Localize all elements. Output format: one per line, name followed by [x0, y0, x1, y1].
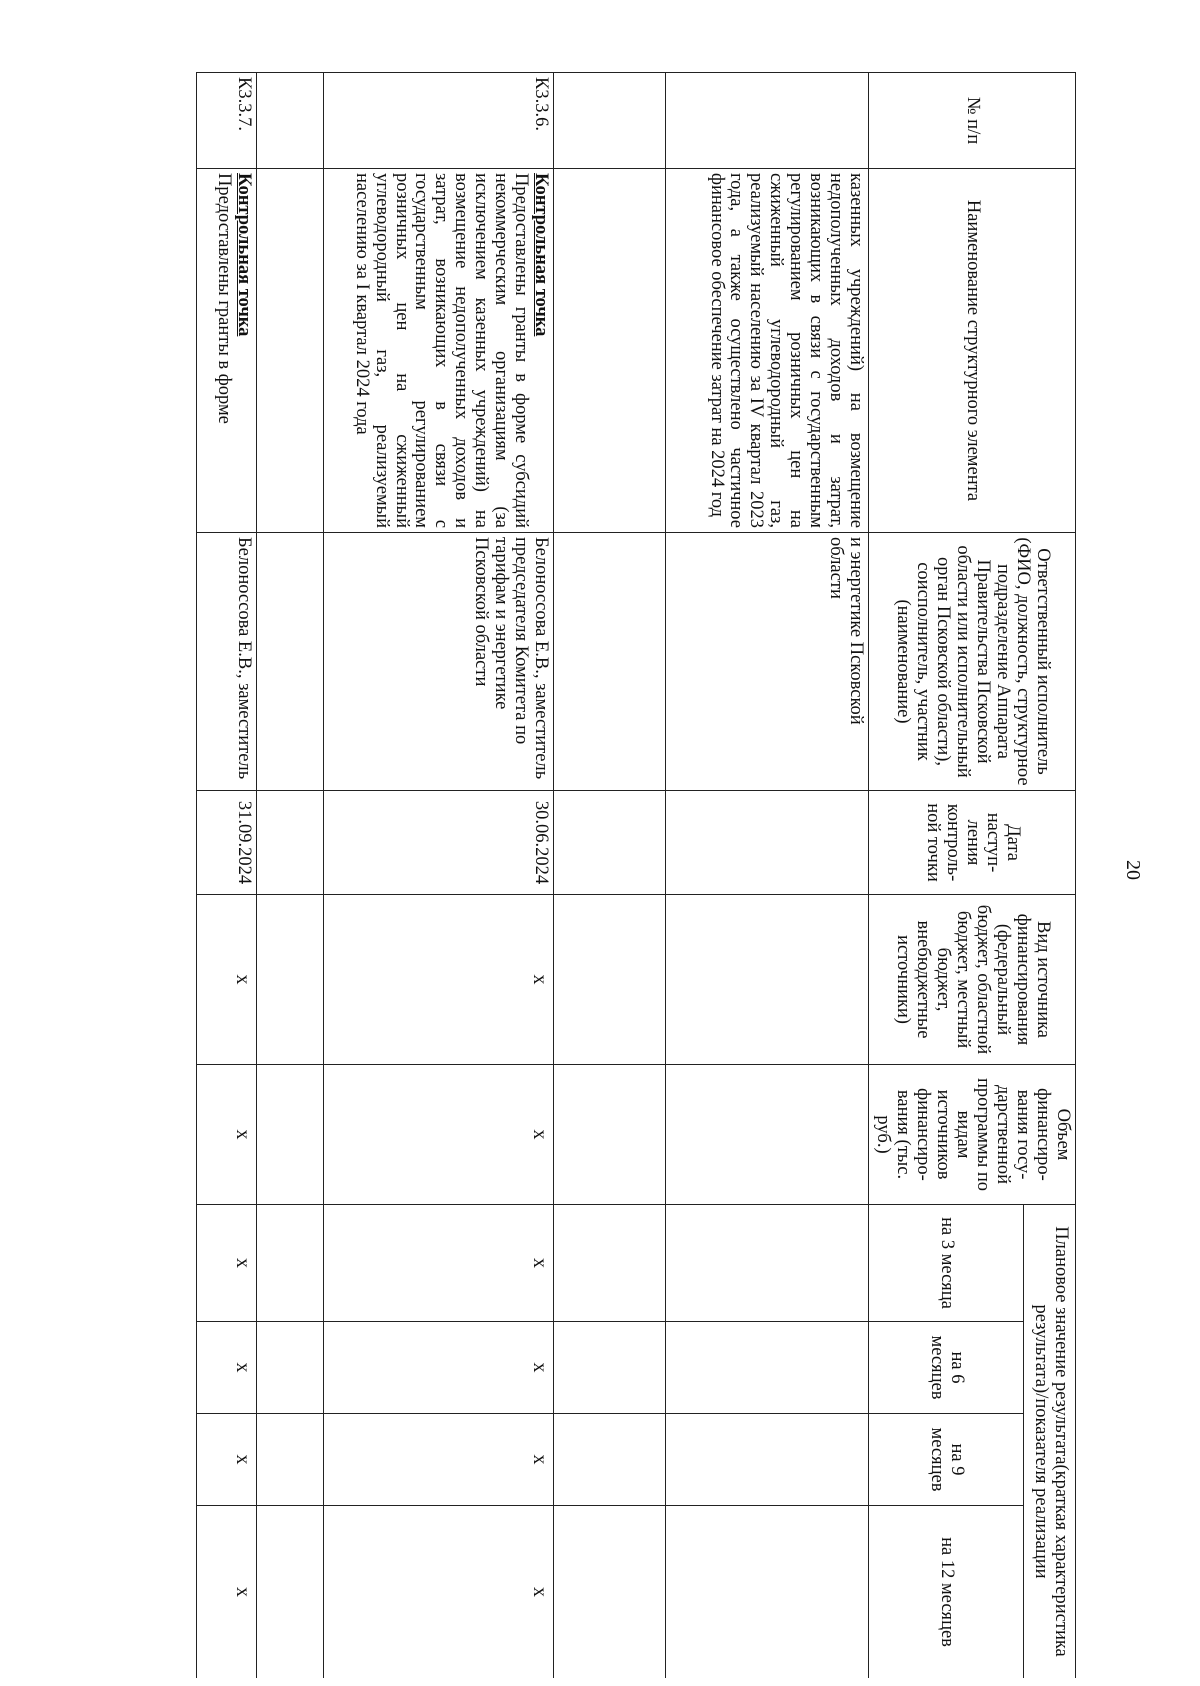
table-row: [197, 73, 257, 1679]
row-responsible: Белоноссова Е.В., заместитель: [197, 533, 257, 791]
row-12-months: [666, 1506, 869, 1679]
row-num: [554, 73, 666, 169]
row-3-months: [257, 1205, 324, 1322]
row-volume: [666, 1065, 869, 1205]
row-description: казенных учреждений) на возмещение недополученных доходов и затрат, возникающих в связи с государственным регулированием розничных цен на сжиженный углеводородный газ, реализуемый населению за IV квартал 2023 года, а также осуществлено частичное финансовое обеспечение затрат на 2024 год: [706, 173, 867, 528]
row-3-months: [554, 1205, 666, 1322]
row-source: [257, 895, 324, 1065]
row-6-months: [554, 1322, 666, 1414]
row-12-months: x: [324, 1506, 554, 1679]
row-volume: x: [324, 1065, 554, 1205]
header-9-months: на 9 месяцев: [869, 1414, 1024, 1506]
row-date: 31.09.2024: [197, 791, 257, 895]
row-description: Предоставлены гранты в форме субсидий некоммерческим организациям (за исключением казенных учреждений) на возмещение недополученных доходов и затрат, возникающих в связи с государственным регулированием розничных цен на сжиженный углеводородный газ, реализуемый населению за I квартал 2024 года: [351, 173, 532, 528]
control-points-table: [196, 72, 1076, 1678]
header-name: Наименование структурного элемента: [869, 169, 1076, 533]
row-title: Контрольная точка: [234, 173, 255, 337]
row-12-months: [554, 1506, 666, 1679]
row-source: x: [324, 895, 554, 1065]
row-num: К3.3.7.: [197, 73, 257, 169]
row-source: x: [197, 895, 257, 1065]
row-9-months: [666, 1414, 869, 1506]
row-source: [554, 895, 666, 1065]
row-12-months: x: [197, 1506, 257, 1679]
table-row: [257, 73, 324, 1679]
row-description: Предоставлены гранты в форме: [214, 173, 235, 424]
row-volume: [257, 1065, 324, 1205]
header-num: № п/п: [869, 73, 1076, 169]
row-name: [257, 169, 324, 533]
row-12-months: [257, 1506, 324, 1679]
row-6-months: [666, 1322, 869, 1414]
row-responsible: Белоноссова Е.В., заместитель председателя Комитета по тарифам и энергетике Псковской области: [324, 533, 554, 791]
row-date: [257, 791, 324, 895]
header-date: Дата наступ-ления контроль-ной точки: [869, 791, 1076, 895]
row-3-months: x: [197, 1205, 257, 1322]
row-responsible: и энергетике Псковской области: [666, 533, 869, 791]
row-3-months: [666, 1205, 869, 1322]
row-6-months: x: [197, 1322, 257, 1414]
row-name: [324, 169, 554, 533]
row-title: Контрольная точка: [531, 173, 552, 337]
header-responsible: Ответственный исполнитель (ФИО, должность, структурное подразделение Аппарата Правительства Псковской области или исполнительный орган Псковской области), соисполнитель, участник (наименование): [869, 533, 1076, 791]
document-area: [144, 72, 1076, 1678]
row-num: К3.3.6.: [324, 73, 554, 169]
row-date: 30.06.2024: [324, 791, 554, 895]
header-12-months: на 12 месяцев: [869, 1506, 1024, 1679]
table-header-row: [1024, 73, 1076, 1679]
header-6-months: на 6 месяцев: [869, 1322, 1024, 1414]
row-name: [666, 169, 869, 533]
row-name: [197, 169, 257, 533]
row-date: [666, 791, 869, 895]
page-number: 20: [1122, 860, 1144, 880]
header-volume: Объем финансиро-вания госу-дарственной программы по видам источников финансиро-вания (тыс. руб.): [869, 1065, 1076, 1205]
row-9-months: [554, 1414, 666, 1506]
row-6-months: x: [324, 1322, 554, 1414]
header-3-months: на 3 месяца: [869, 1205, 1024, 1322]
row-3-months: x: [324, 1205, 554, 1322]
row-volume: [554, 1065, 666, 1205]
row-9-months: [257, 1414, 324, 1506]
row-num: [257, 73, 324, 169]
header-plan-group: Плановое значение результата(краткая характеристика результата)/показателя реализации: [1024, 1205, 1076, 1679]
row-date: [554, 791, 666, 895]
rotated-table-container: [144, 72, 1076, 1678]
row-9-months: x: [197, 1414, 257, 1506]
table-row: [324, 73, 554, 1679]
row-num: [666, 73, 869, 169]
table-row: [666, 73, 869, 1679]
header-source: Вид источника финансирования (федеральный бюджет, областной бюджет, местный бюджет, внебюджетные источники): [869, 895, 1076, 1065]
row-6-months: [257, 1322, 324, 1414]
row-volume: x: [197, 1065, 257, 1205]
row-9-months: x: [324, 1414, 554, 1506]
table-row: [554, 73, 666, 1679]
row-responsible: [554, 533, 666, 791]
row-responsible: [257, 533, 324, 791]
row-name: [554, 169, 666, 533]
row-source: [666, 895, 869, 1065]
